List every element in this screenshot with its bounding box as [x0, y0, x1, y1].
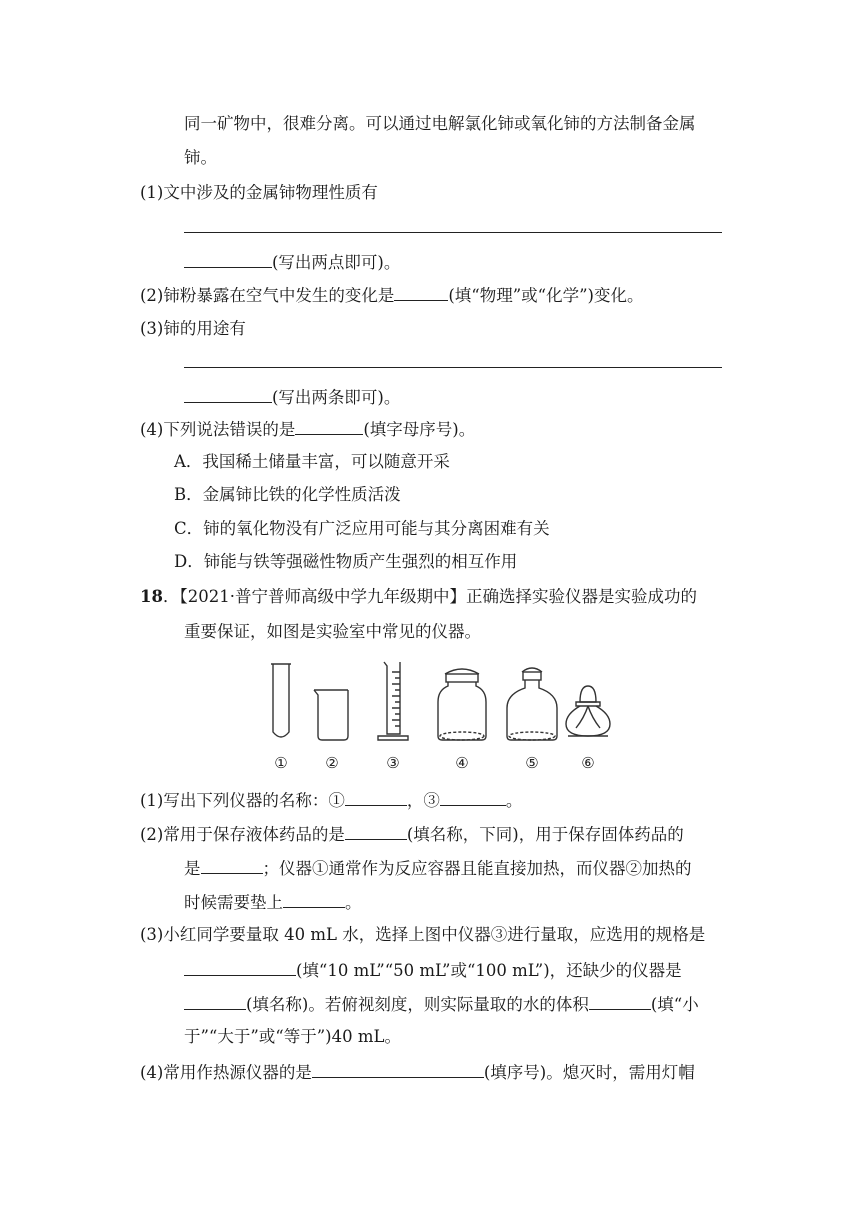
- q18-part4-suffix: (填序号)。熄灭时，需用灯帽: [483, 1063, 695, 1082]
- q17-option-d: D．铈能与铁等强磁性物质产生强烈的相互作用: [174, 552, 518, 571]
- q17-part4-prefix: (4)下列说法错误的是: [140, 420, 296, 439]
- q17-part3-blank[interactable]: [184, 384, 272, 403]
- q18-part2-line-2: [184, 855, 692, 881]
- q17-part1-tail-line: [184, 249, 400, 275]
- q18-part2-a-suffix: (填名称，下同)，用于保存固体药品的: [406, 825, 684, 844]
- q17-part4-blank[interactable]: [295, 416, 363, 435]
- q18-part2-b-prefix: 是: [184, 859, 201, 878]
- q18-line-2: 重要保证，如图是实验室中常见的仪器。: [184, 622, 481, 641]
- q17-option-c: C．铈的氧化物没有广泛应用可能与其分离困难有关: [174, 519, 550, 538]
- q18-part1-mid: ，③: [406, 791, 440, 810]
- figure-label-2: ②: [325, 754, 339, 772]
- q18-part1-blank-2[interactable]: [440, 787, 506, 806]
- q17-part2-prefix: (2)铈粉暴露在空气中发生的变化是: [140, 286, 395, 305]
- q18-part3-blank-2[interactable]: [184, 991, 246, 1010]
- intro-line-2: 铈。: [184, 148, 217, 167]
- q18-part3-b-suffix: (填“10 mL”“50 mL”或“100 mL”)，还缺少的仪器是: [296, 961, 682, 980]
- alcohol-lamp-icon: [566, 686, 610, 736]
- q18-part2-c-suffix: 。: [345, 893, 362, 912]
- q18-part2-blank-1[interactable]: [345, 821, 407, 840]
- q18-part3-c-mid: (填名称)。若俯视刻度，则实际量取的水的体积: [246, 995, 589, 1014]
- q18-part2-b-suffix: ；仪器①通常作为反应容器且能直接加热，而仪器②加热的: [262, 859, 692, 878]
- graduated-cylinder-icon: [378, 662, 408, 740]
- q18-part3-c-suffix: (填“小: [650, 995, 699, 1014]
- test-tube-icon: [271, 664, 291, 737]
- q18-part2-line-3: [184, 889, 362, 915]
- lab-instruments-figure: [262, 656, 622, 774]
- q18-part2-blank-2[interactable]: [201, 855, 263, 874]
- figure-label-1: ①: [274, 754, 288, 772]
- q18-number: 18: [140, 587, 163, 606]
- figure-label-4: ④: [455, 754, 469, 772]
- q17-part1-label: (1)文中涉及的金属铈物理性质有: [140, 183, 378, 202]
- q17-part2: [140, 282, 644, 308]
- q17-part3-tail-line: [184, 384, 400, 410]
- beaker-icon: [314, 690, 348, 740]
- q18-part3-line-2: [184, 957, 682, 983]
- q18-part3-line-1: (3)小红同学要量取 40 mL 水，选择上图中仪器③进行量取，应选用的规格是: [140, 925, 706, 944]
- q18-part3-line-4: 于”“大于”或“等于”)40 mL。: [184, 1027, 401, 1046]
- q17-part3-answer-line: [184, 367, 722, 368]
- q17-part2-suffix: (填“物理”或“化学”)变化。: [448, 286, 644, 305]
- q17-part1-tail: (写出两点即可)。: [272, 253, 401, 272]
- q18-part4-prefix: (4)常用作热源仪器的是: [140, 1063, 312, 1082]
- q18-part3-blank-3[interactable]: [589, 991, 651, 1010]
- q17-option-b: B．金属铈比铁的化学性质活泼: [174, 485, 401, 504]
- q18-header: [140, 585, 697, 609]
- q17-option-a: A．我国稀土储量丰富，可以随意开采: [174, 452, 450, 471]
- figure-label-5: ⑤: [525, 754, 539, 772]
- q17-part3-label: (3)铈的用途有: [140, 319, 246, 338]
- q17-part1-blank[interactable]: [184, 249, 272, 268]
- intro-line-1: 同一矿物中，很难分离。可以通过电解氯化铈或氧化铈的方法制备金属: [184, 114, 696, 133]
- q18-part2-line-1: [140, 821, 684, 847]
- q18-part1-prefix: (1)写出下列仪器的名称：①: [140, 791, 345, 810]
- q18-source: ．【2021·普宁普师高级中学九年级期中】正确选择实验仪器是实验成功的: [162, 587, 697, 606]
- q18-part2-a-prefix: (2)常用于保存液体药品的是: [140, 825, 345, 844]
- q18-part1-suffix: 。: [505, 791, 523, 810]
- q18-part4-blank[interactable]: [312, 1059, 484, 1078]
- q18-part1-blank-1[interactable]: [345, 787, 407, 806]
- q18-part3-line-3: [184, 991, 699, 1017]
- wide-mouth-bottle-icon: [438, 669, 486, 740]
- q17-part1-answer-line: [184, 232, 722, 233]
- figure-label-3: ③: [386, 754, 400, 772]
- q18-part3-blank-1[interactable]: [184, 957, 296, 976]
- q18-part2-c-prefix: 时候需要垫上: [184, 893, 283, 912]
- narrow-mouth-bottle-icon: [507, 668, 557, 740]
- q18-part2-blank-3[interactable]: [283, 889, 345, 908]
- q17-part4: [140, 416, 475, 442]
- q17-part3-tail: (写出两条即可)。: [272, 388, 401, 407]
- q17-part4-suffix: (填字母序号)。: [363, 420, 476, 439]
- q17-part2-blank[interactable]: [394, 282, 448, 301]
- q18-part4: [140, 1059, 695, 1085]
- q18-part1: [140, 787, 522, 813]
- figure-label-6: ⑥: [581, 754, 595, 772]
